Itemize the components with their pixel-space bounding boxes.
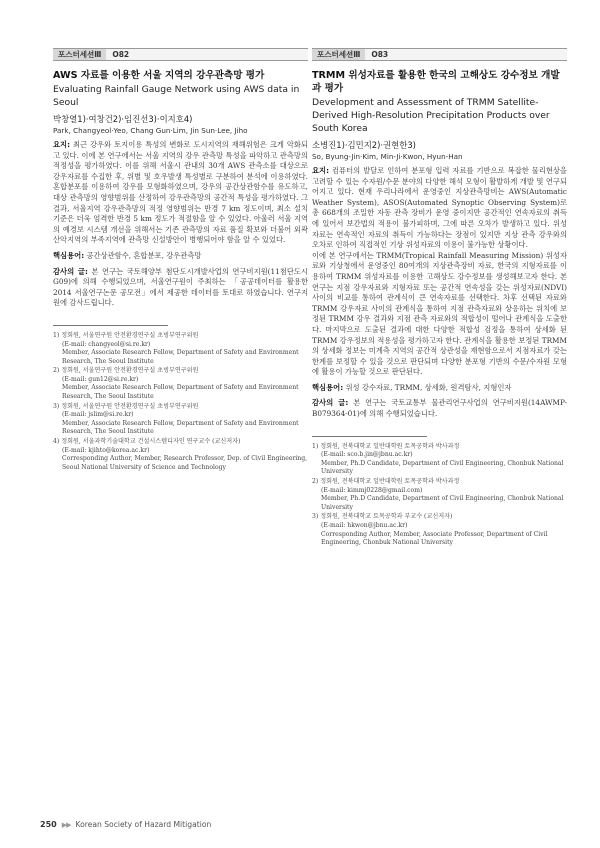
footnote-head: 4) 정회원, 서울과학기술대학교 건설시스템디자인 연구교수 (교신저자) (53, 438, 241, 446)
footnote-head: 2) 정회원, 전북대학교 일반대학원 토목공학과 박사과정 (312, 478, 460, 486)
footnote-email: (E-mail: changyeol@si.re.kr) (62, 340, 151, 348)
keywords-text: 위성 강수자료, TRMM, 상세화, 원격탐사, 지형인자 (345, 382, 512, 392)
footnote-email: (E-mail: jslim@si.re.kr) (62, 411, 134, 419)
authors-en: So, Byung-Jin·Kim, Min-Ji·Kwon, Hyun-Han (312, 152, 463, 161)
authors-ko: 박창열1)·여창건2)·임진선3)·이지호4) (53, 114, 193, 124)
ack-text: 본 연구는 국토교통부 물관리연구사업의 연구비지원(14AWMP-B079364-01)에 의해 수행되었습니다. (312, 398, 567, 419)
abstract (312, 166, 567, 251)
ack-text: 본 연구는 국토해양부 첨단도시개발사업의 연구비지원(11첨단도시G09)에 의해 수행되었으며, 서울연구원이 주최하는 「공공데이터를 활용한 2014 서울연구논문 공모전」에서 제공한 데이터를 토대로 하였습니다. 연구지원에 감사드립니다. (53, 266, 309, 308)
footnote (312, 443, 567, 477)
footnote-email: (E-mail: gun12@si.re.kr) (62, 375, 139, 383)
footnote-email: (E-mail: kimmj0228@gmail.com) (321, 486, 423, 494)
footnote (312, 478, 567, 512)
footnote-head: 2) 정회원, 서울연구원 안전환경연구실 초빙부연구위원 (53, 367, 199, 375)
footnotes (53, 332, 308, 473)
keywords-label: 핵심용어: (53, 250, 85, 260)
footnote-email: (E-mail: hkwon@jbnu.ac.kr) (321, 522, 408, 529)
footnote-head: 1) 정회원, 서울연구원 안전환경연구실 초빙부연구위원 (53, 331, 199, 339)
keywords-label: 핵심용어: (312, 382, 344, 392)
society-name: Korean Society of Hazard Mitigation (75, 820, 212, 829)
session-number: O83 (371, 50, 389, 59)
acknowledgement (53, 267, 308, 309)
keywords (53, 251, 308, 262)
footnote (53, 438, 308, 472)
page-footer (40, 820, 211, 829)
footnotes (312, 443, 567, 548)
footnote-affiliation: Member, Associate Research Fellow, Department of Safety and Environment Research, The Seoul Institute (62, 384, 299, 401)
paper-title-en: Evaluating Rainfall Gauge Network using AWS data in Seoul (53, 84, 300, 108)
footnote-head: 1) 정회원, 전북대학교 일반대학원 토목공학과 박사과정 (312, 442, 460, 450)
session-label: 포스터세션Ⅲ (312, 49, 365, 60)
footnote-affiliation: Member, Ph.D Candidate, Department of Civil Engineering, Chonbuk National University (321, 495, 564, 511)
page-number: 250 (40, 820, 57, 829)
footnote-email: (E-mail: sco.b.jin@jbnu.ac.kr) (321, 451, 413, 459)
footnote-email: (E-mail: kjihto@korea.ac.kr) (62, 446, 150, 454)
paper-title-en: Development and Assessment of TRMM Satellite-Derived High-Resolution Precipitation Products over South Korea (312, 97, 550, 134)
footnote (53, 332, 308, 366)
authors-ko: 소병진1)·김민지2)·권현한3) (312, 140, 416, 150)
double-arrow-icon: ▶▶ (61, 820, 71, 829)
keywords (312, 383, 567, 394)
abstract-continued: 이에 본 연구에서는 TRMM(Tropical Rainfall Measuring Mission) 위성자료와 기상청에서 운영중인 80여개의 지상관측장비 자료, 한국의 지형자료를 이용하여 TRMM 위성자료를 이용한 고해상도 강수정보를 생성해보고자 한다. 본 연구는 지점 강우자료와 지형자료 또는 공간적 연속성을 갖는 위성자료(NDVI) 사이의 비교를 통하여 관계식이 큰 연속자료를 선택한다. 차후 선택된 자료와 TRMM 강우자료 사이의 관계식을 통하여 지점 관측자료와 상응하는 위치에 보정된 TRMM 강우 결과와 지점 관측 자료와의 적합성이 떨어나 관계식을 도출한다. 마지막으로 도출된 결과에 대한 다양한 적합성 검정을 통하여 상세화 된 TRMM 강우정보의 적용성을 평가하고자 한다. 관계식을 활용한 보정된 TRMM의 상세화 정보는 미계측 지역의 공간적 상관성을 재현함으로서 지점자료가 갖는 한계를 보정할 수 있을 것으로 판단되며 다양한 분포형 기반의 수문/수자원 모형에 활용이 가능할 것으로 판단된다. (312, 250, 567, 377)
paper-title-ko: AWS 자료를 이용한 서울 지역의 강우관측망 평가 (53, 70, 265, 81)
abstract-column-left (53, 48, 308, 473)
footnote-affiliation: Corresponding Author, Member, Associate Professor, Department of Civil Engineering, Chonbuk National University (321, 530, 548, 547)
keywords-text: 공간상관함수, 혼합분포, 강우관측망 (86, 250, 202, 260)
abstract-text: 컴퓨터의 발달로 인하여 분포형 입력 자료를 기반으로 복잡한 물리현상을 고려할 수 있는 수자원/수문 분야의 다양한 해석 모형이 활발하게 개발 및 연구되어지고 있다. 현재 우리나라에서 운영중인 지상관측망비는 AWS(Automatic Weather System), ASOS(Automated Synoptic Observing System)로 총 668개의 조밀한 자동 관측 장비가 운영 중이지만 공간적인 연속자료의 취득에 있어서 보간법의 적용이 불가피하며, 그에 따른 오차가 발생하고 있다. 위성 자료는 연속적인 자료의 취득이 가능하다는 장점이 있지만 지상 관측 강우와의 오차로 인하여 직접적인 기상 위성자료의 이용이 불가능한 상황이다. (312, 166, 567, 250)
session-label: 포스터세션Ⅲ (53, 49, 106, 60)
footnote-divider (53, 325, 168, 326)
footnote (53, 403, 308, 437)
session-header (53, 48, 308, 61)
footnote (53, 367, 308, 401)
footnote (312, 513, 567, 547)
session-number: O82 (112, 50, 130, 59)
session-header (312, 48, 567, 61)
acknowledgement (312, 398, 567, 419)
footnote-affiliation: Member, Associate Research Fellow, Department of Safety and Environment Research, The Seoul Institute (62, 349, 299, 365)
ack-label: 감사의 글: (312, 398, 349, 408)
paper-title-ko: TRMM 위성자료를 활용한 한국의 고해상도 강수정보 개발과 평가 (312, 70, 560, 94)
footnote-head: 3) 정회원, 서울연구원 안전환경연구실 초빙부연구위원 (53, 402, 199, 410)
footnote-divider (312, 436, 427, 437)
abstract-label: 요지: (53, 140, 71, 149)
footnote-affiliation: Corresponding Author, Member, Research Professor, Dep. of Civil Engineering, Seoul National University of Science and Technology (62, 455, 308, 471)
footnote-affiliation: Member, Associate Research Fellow, Department of Safety and Environment Research, The Seoul Institute (62, 419, 299, 436)
authors-en: Park, Changyeol·Yeo, Chang Gun·Lim, Jin Sun·Lee, Jiho (53, 126, 248, 135)
abstract-column-right (312, 48, 567, 549)
abstract-text: 최근 강우와 토지이용 특성의 변화로 도시지역의 재해위험은 크게 악화되고 있다. 이에 본 연구에서는 서울 지역의 강우 관측망 특성을 파악하고 관측망의 적정성을 평가하였다. 이를 위해 서울시 관내의 30개 AWS 관측소를 대상으로 강우자료를 수집한 후, 위별 및 호우발생 특성별로 구분하여 분석에 이용하였다. 혼합분포를 이용하여 강우를 모형화하였으며, 강우의 공간상관함수를 유도하고, 대상 관측망의 영향범위를 산정하여 강우관측망의 공간적 특성을 평가하였다. 그 결과, 서울지역 강우관측망의 적정 영향범위는 반경 7 km 정도이며, 최소 설치기준은 더욱 엄격한 반경 5 km 정도가 적절함을 알 수 있었다. 아울러 서울 지역의 예경보 시스템 개선을 위해서는 기존 관측망의 자료 품질 확보와 더불어 외곽 산악지역의 부족지역에 관측망 신설방안이 병행되어야 함을 알 수 있었다. (53, 140, 308, 245)
footnote-affiliation: Member, Ph.D Candidate, Department of Civil Engineering, Chonbuk National University (321, 459, 564, 476)
abstract (53, 140, 308, 246)
footnote-head: 3) 정회원, 전북대학교 토목공학과 부교수 (교신저자) (312, 513, 453, 521)
ack-label: 감사의 글: (53, 266, 88, 276)
abstract-label: 요지: (312, 166, 330, 175)
